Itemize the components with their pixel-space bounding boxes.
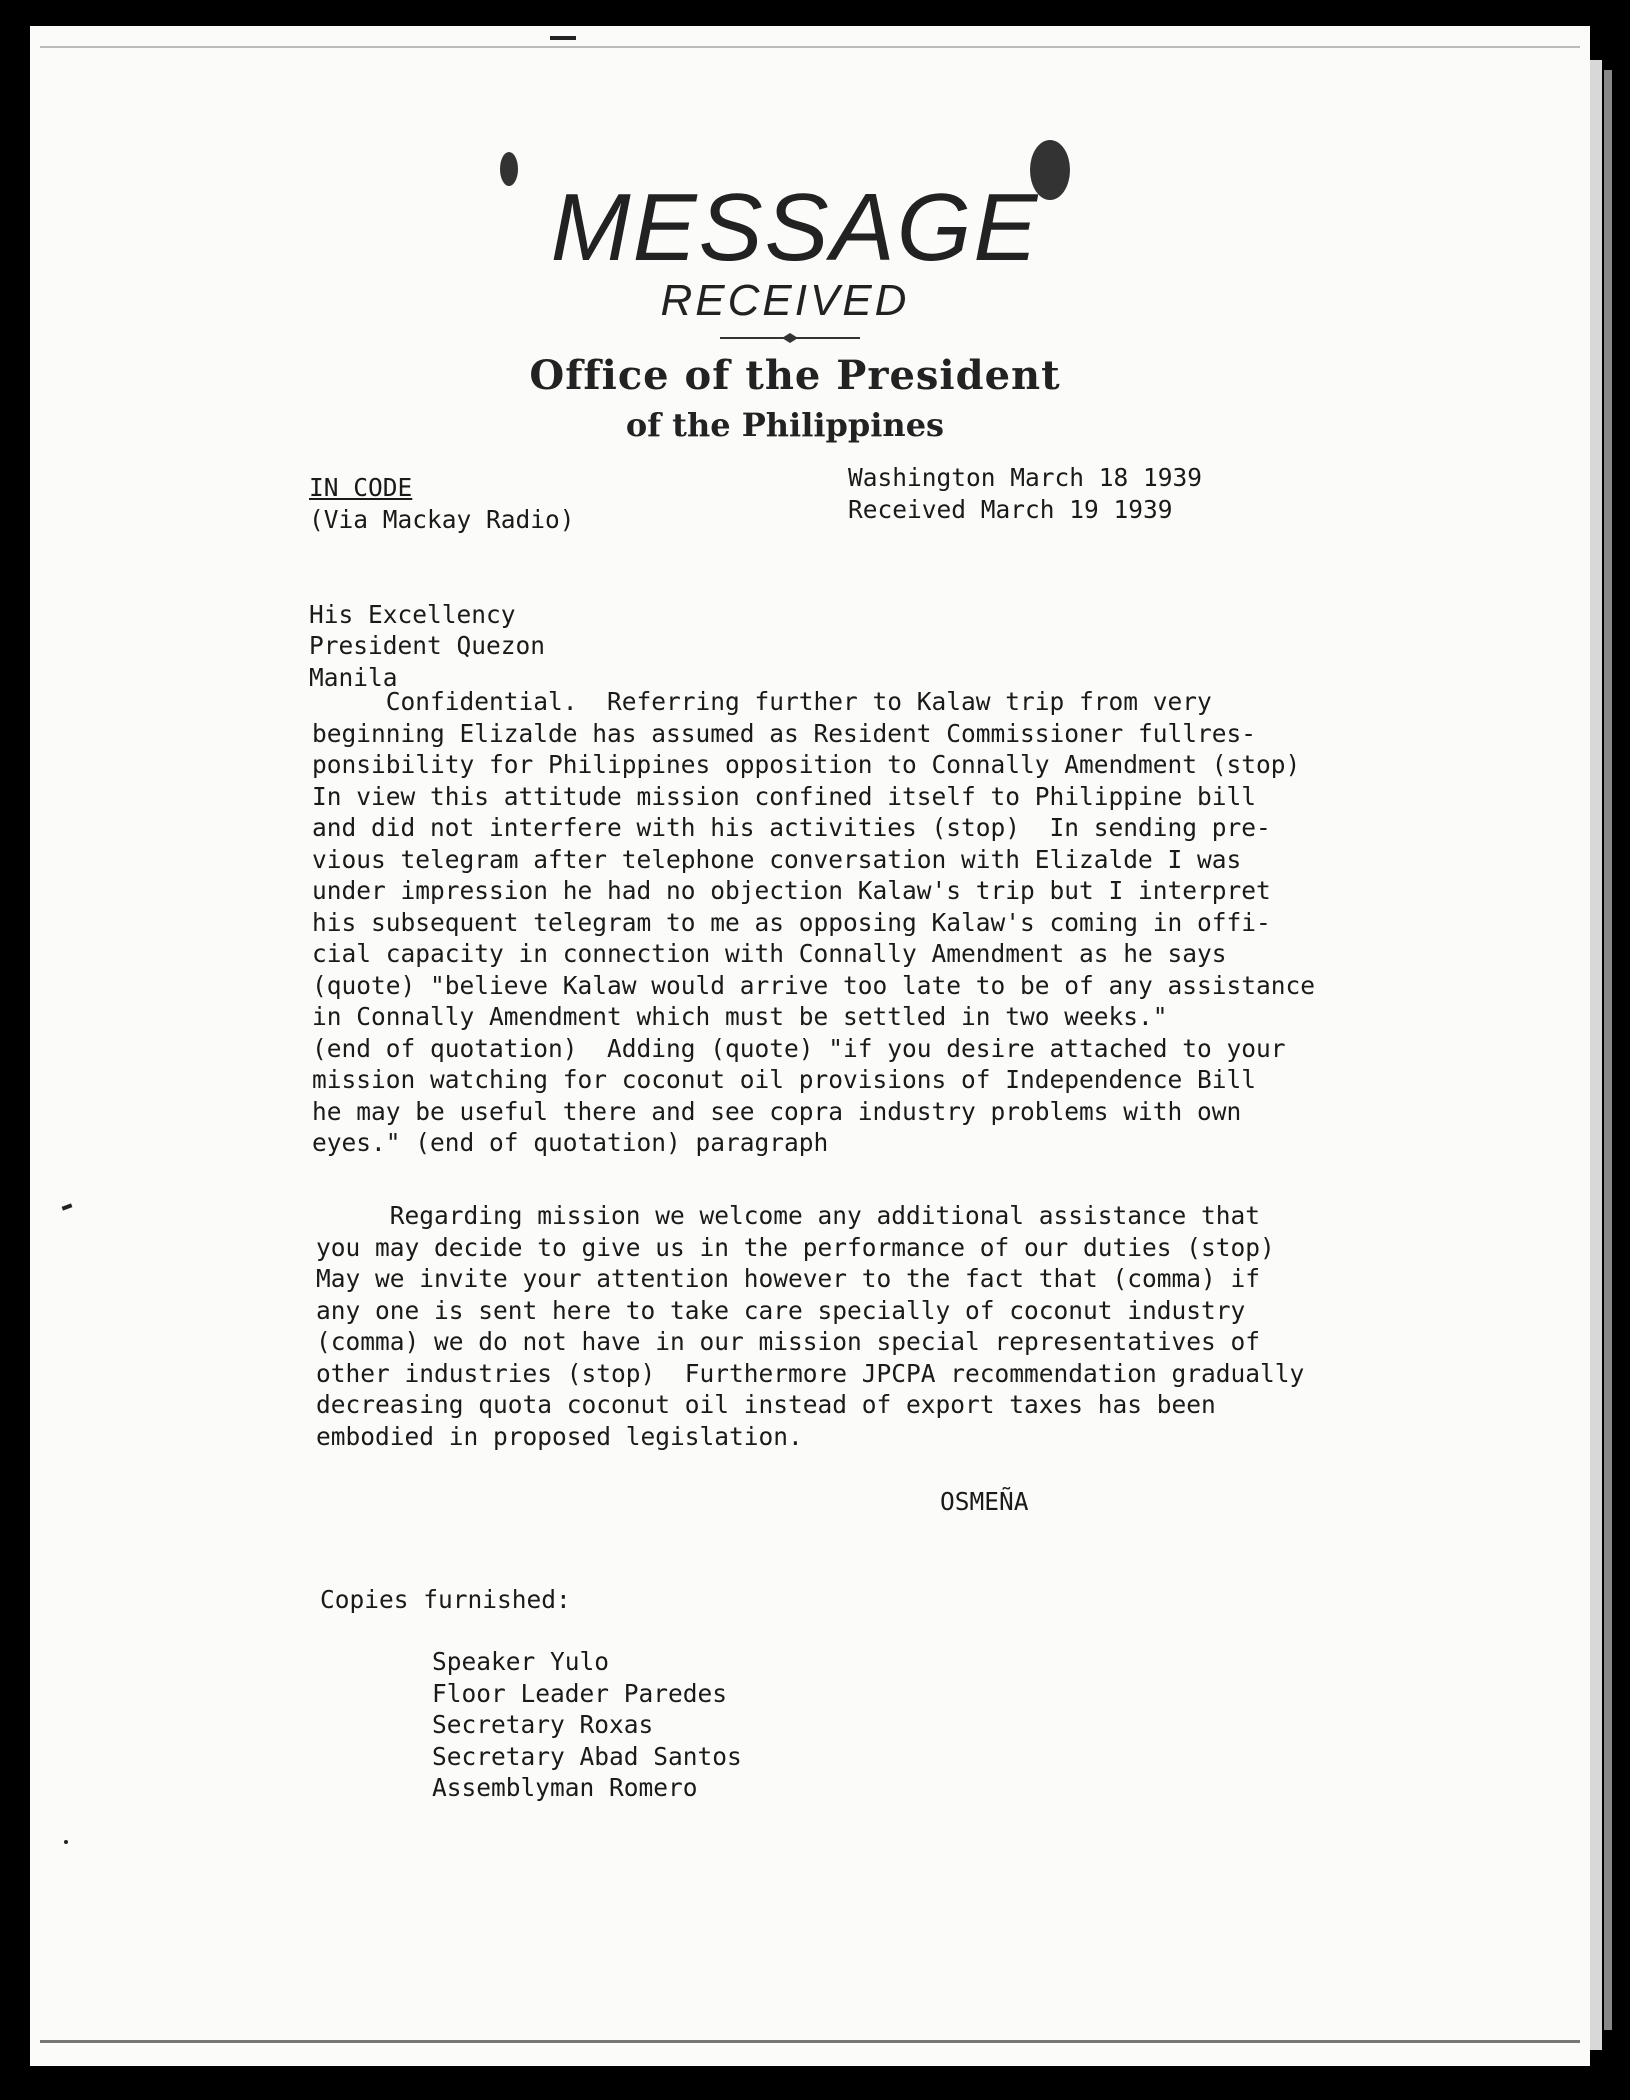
- text-line: (quote) "believe Kalaw would arrive too late to be of any assistance: [312, 970, 1316, 1000]
- text-line: in Connally Amendment which must be settled in two weeks.": [312, 1002, 1168, 1031]
- letterhead-office: Office of the President: [529, 352, 1061, 399]
- text-line: (end of quotation) Adding (quote) "if you desire attached to your: [312, 1033, 1286, 1063]
- text-line: other industries (stop) Furthermore JPCPA recommendation gradually: [316, 1358, 1305, 1388]
- body-paragraph-2: [316, 1200, 1304, 1452]
- text-line: May we invite your attention however to the fact that (comma) if: [316, 1264, 1261, 1293]
- transmission-info: [309, 472, 575, 535]
- bottom-edge-line: [40, 2040, 1580, 2043]
- text-line: In view this attitude mission confined itself to Philippine bill: [312, 781, 1257, 811]
- text-line: he may be useful there and see copra industry problems with own: [312, 1096, 1242, 1126]
- text-line: beginning Elizalde has assumed as Resident Commissioner fullres-: [312, 718, 1257, 748]
- body-paragraph-1: [312, 686, 1315, 1159]
- copy-recipient: Floor Leader Paredes: [432, 1678, 728, 1708]
- addressee-block: [309, 567, 545, 693]
- received-date: Received March 19 1939: [848, 494, 1173, 524]
- text-line: any one is sent here to take care specially of coconut industry: [316, 1295, 1246, 1325]
- text-line: (comma) we do not have in our mission special representatives of: [316, 1327, 1261, 1356]
- copies-list: [432, 1646, 742, 1804]
- code-label: IN CODE: [309, 473, 413, 502]
- addressee-line: His Excellency: [309, 599, 516, 629]
- copy-recipient: Speaker Yulo: [432, 1647, 610, 1676]
- top-clip-mark: [550, 36, 576, 40]
- signature: OSMEÑA: [940, 1487, 1029, 1516]
- text-line: eyes." (end of quotation) paragraph: [312, 1128, 829, 1157]
- letterhead-country: of the Philippines: [625, 406, 945, 444]
- letterhead-title: MESSAGE: [550, 174, 1040, 281]
- text-line: Regarding mission we welcome any additional assistance that: [316, 1201, 1261, 1230]
- text-line: and did not interfere with his activities (stop) In sending pre-: [312, 813, 1271, 842]
- text-line: mission watching for coconut oil provisions of Independence Bill: [312, 1065, 1257, 1094]
- sent-date: Washington March 18 1939: [848, 463, 1203, 492]
- copy-recipient: Secretary Abad Santos: [432, 1741, 742, 1771]
- text-line: embodied in proposed legislation.: [316, 1421, 803, 1451]
- text-line: you may decide to give us in the performance of our duties (stop): [316, 1232, 1275, 1262]
- letterhead-ornament: [720, 333, 860, 343]
- addressee-line: President Quezon: [309, 631, 546, 660]
- text-line: vious telegram after telephone conversation with Elizalde I was: [312, 844, 1242, 874]
- text-line: under impression he had no objection Kalaw's trip but I interpret: [312, 876, 1271, 905]
- margin-dot: [64, 1840, 68, 1844]
- copy-recipient: Assemblyman Romero: [432, 1773, 698, 1802]
- letterhead-subtitle: RECEIVED: [660, 276, 910, 325]
- via-label: (Via Mackay Radio): [309, 504, 575, 534]
- text-line: cial capacity in connection with Connally Amendment as he says: [312, 939, 1227, 968]
- date-info: [848, 462, 1202, 525]
- copy-recipient: Secretary Roxas: [432, 1710, 654, 1739]
- text-line: decreasing quota coconut oil instead of export taxes has been: [316, 1390, 1216, 1419]
- top-edge-line: [40, 46, 1580, 48]
- text-line: his subsequent telegram to me as opposing Kalaw's coming in offi-: [312, 907, 1271, 937]
- text-line: Confidential. Referring further to Kalaw trip from very: [312, 687, 1212, 716]
- addressee-line: Manila: [309, 662, 398, 692]
- copies-label: Copies furnished:: [320, 1585, 571, 1614]
- text-line: ponsibility for Philippines opposition to Connally Amendment (stop): [312, 750, 1301, 779]
